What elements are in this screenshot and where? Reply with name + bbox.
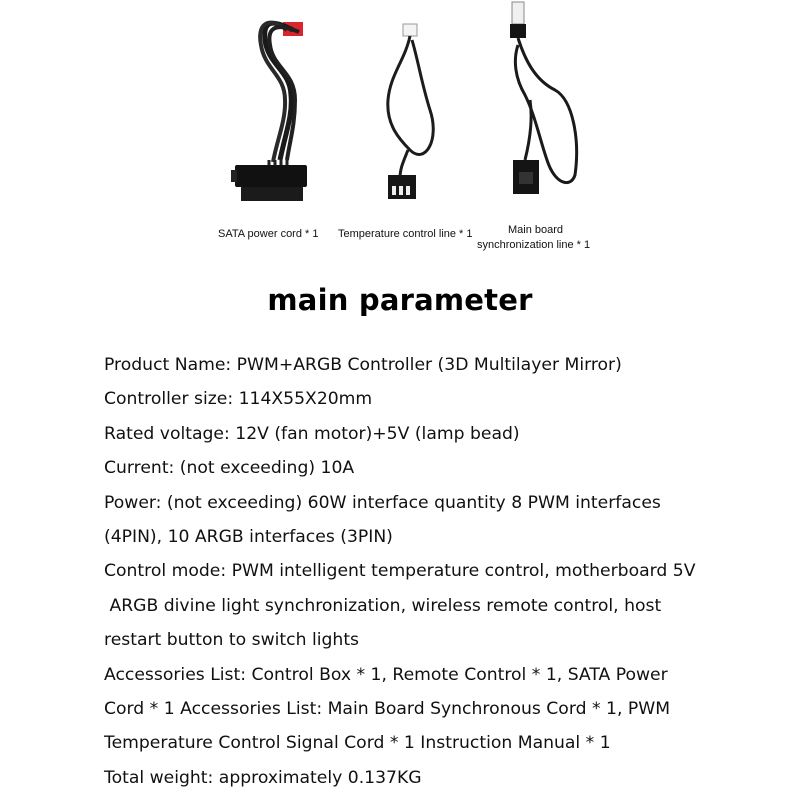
- main-board-caption-line1: Main board: [508, 224, 564, 236]
- spec-line: ARGB divine light synchronization, wireless remote control, host: [104, 595, 662, 616]
- sata-power-cable-figure: [215, 0, 325, 215]
- sata-power-cable-icon: [215, 0, 325, 215]
- main-board-sync-cable-figure: [485, 0, 600, 215]
- main-board-caption-line2: synchronization line * 1: [477, 239, 591, 251]
- spec-line: Control mode: PWM intelligent temperature control, motherboard 5V: [104, 561, 696, 582]
- spec-line: Controller size: 114X55X20mm: [104, 389, 373, 410]
- page-title: main parameter: [267, 283, 533, 317]
- spec-list: [104, 348, 784, 795]
- spec-line: Current: (not exceeding) 10A: [104, 458, 355, 479]
- temperature-control-line-caption: Temperature control line * 1: [338, 228, 473, 240]
- spec-line: Total weight: approximately 0.137KG: [104, 767, 422, 788]
- spec-line: Rated voltage: 12V (fan motor)+5V (lamp bead): [104, 423, 520, 444]
- temperature-control-cable-figure: [370, 0, 460, 215]
- spec-line: restart button to switch lights: [104, 630, 360, 651]
- spec-line: Temperature Control Signal Cord * 1 Instruction Manual * 1: [104, 733, 611, 754]
- sata-power-cord-caption: SATA power cord * 1: [218, 228, 319, 240]
- spec-line: (4PIN), 10 ARGB interfaces (3PIN): [104, 526, 393, 547]
- spec-line: Cord * 1 Accessories List: Main Board Synchronous Cord * 1, PWM: [104, 698, 671, 719]
- spec-line: Accessories List: Control Box * 1, Remote Control * 1, SATA Power: [104, 664, 668, 685]
- spec-line: Product Name: PWM+ARGB Controller (3D Multilayer Mirror): [104, 355, 622, 375]
- main-board-sync-cable-icon: [485, 0, 600, 215]
- temperature-control-cable-icon: [370, 0, 460, 215]
- spec-line: Power: (not exceeding) 60W interface quantity 8 PWM interfaces: [104, 492, 661, 513]
